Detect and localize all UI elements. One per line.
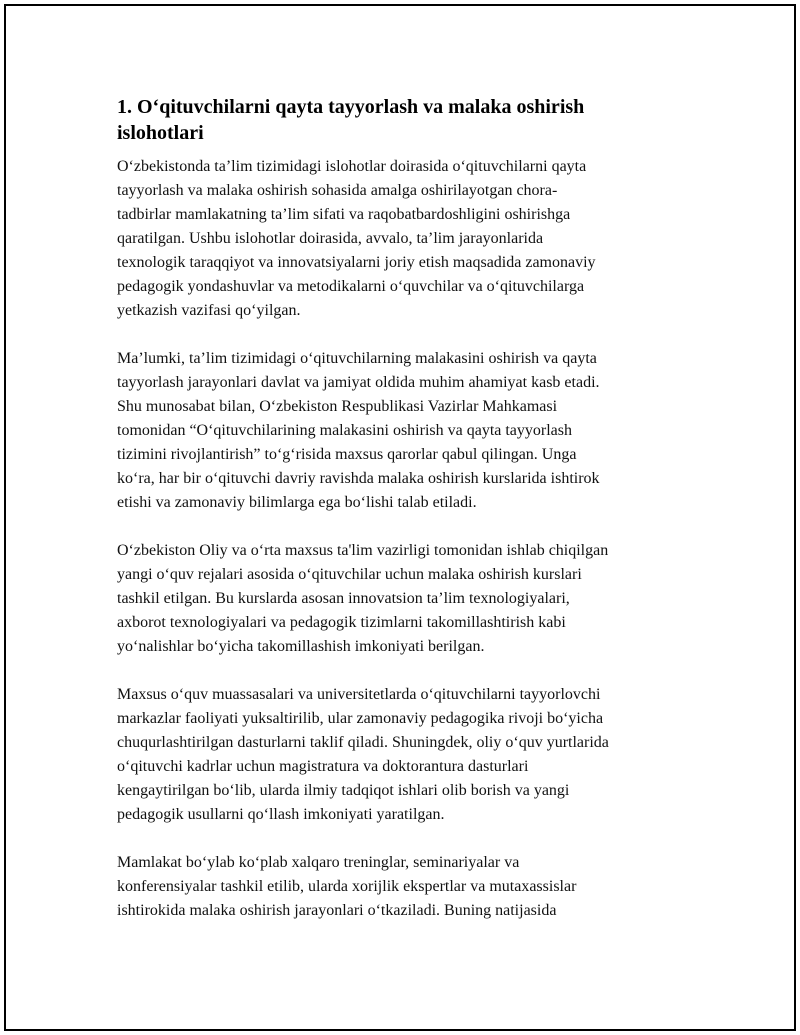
- text-line: O‘zbekiston Oliy va o‘rta maxsus ta'lim vazirligi tomonidan ishlab chiqilgan: [117, 542, 609, 559]
- text-line: tashkil etilgan. Bu kurslarda asosan innovatsion ta’lim texnologiyalari,: [117, 590, 570, 607]
- text-line: chuqurlashtirilgan dasturlarni taklif qiladi. Shuningdek, oliy o‘quv yurtlarida: [117, 734, 609, 751]
- text-line: kengaytirilgan bo‘lib, ularda ilmiy tadqiqot ishlari olib borish va yangi: [117, 782, 570, 799]
- text-line: qaratilgan. Ushbu islohotlar doirasida, avvalo, ta’lim jarayonlarida: [117, 230, 544, 247]
- text-line: Maxsus o‘quv muassasalari va universitetlarda o‘qituvchilarni tayyorlovchi: [117, 686, 601, 703]
- text-line: texnologik taraqqiyot va innovatsiyalarni joriy etish maqsadida zamonaviy: [117, 254, 596, 271]
- text-line: O‘zbekistonda ta’lim tizimidagi islohotlar doirasida o‘qituvchilarni qayta: [117, 158, 587, 175]
- document-body: [117, 94, 677, 947]
- section-heading: [117, 94, 677, 146]
- text-line: etishi va zamonaviy bilimlarga ega bo‘lishi talab etiladi.: [117, 494, 477, 511]
- text-line: tadbirlar mamlakatning ta’lim sifati va raqobatbardoshligini oshirishga: [117, 206, 571, 223]
- text-line: tomonidan “O‘qituvchilarining malakasini oshirish va qayta tayyorlash: [117, 422, 573, 439]
- text-line: o‘qituvchi kadrlar uchun magistratura va doktorantura dasturlari: [117, 758, 529, 775]
- paragraph-1: [117, 155, 677, 323]
- text-line: konferensiyalar tashkil etilib, ularda xorijlik ekspertlar va mutaxassislar: [117, 878, 577, 895]
- text-line: tayyorlash jarayonlari davlat va jamiyat oldida muhim ahamiyat kasb etadi.: [117, 374, 600, 391]
- paragraph-3: [117, 539, 677, 659]
- text-line: tizimini rivojlantirish” to‘g‘risida maxsus qarorlar qabul qilingan. Unga: [117, 446, 577, 463]
- text-line: ishtirokida malaka oshirish jarayonlari o‘tkaziladi. Buning natijasida: [117, 902, 557, 919]
- text-line: Ma’lumki, ta’lim tizimidagi o‘qituvchilarning malakasini oshirish va qayta: [117, 350, 597, 367]
- paragraph-5: [117, 851, 677, 923]
- text-line: pedagogik usullarni qo‘llash imkoniyati yaratilgan.: [117, 806, 445, 823]
- text-line: axborot texnologiyalari va pedagogik tizimlarni takomillashtirish kabi: [117, 614, 566, 631]
- paragraph-2: [117, 347, 677, 515]
- heading-line: 1. O‘qituvchilarni qayta tayyorlash va malaka oshirish: [117, 96, 585, 118]
- text-line: yo‘nalishlar bo‘yicha takomillashish imkoniyati berilgan.: [117, 638, 485, 655]
- text-line: Mamlakat bo‘ylab ko‘plab xalqaro treninglar, seminariyalar va: [117, 854, 520, 871]
- paragraph-4: [117, 683, 677, 827]
- text-line: markazlar faoliyati yuksaltirilib, ular zamonaviy pedagogika rivoji bo‘yicha: [117, 710, 604, 727]
- text-line: yetkazish vazifasi qo‘yilgan.: [117, 302, 301, 319]
- text-line: tayyorlash va malaka oshirish sohasida amalga oshirilayotgan chora-: [117, 182, 558, 199]
- text-line: pedagogik yondashuvlar va metodikalarni o‘quvchilar va o‘qituvchilarga: [117, 278, 585, 295]
- text-line: ko‘ra, har bir o‘qituvchi davriy ravishda malaka oshirish kurslarida ishtirok: [117, 470, 600, 487]
- text-line: yangi o‘quv rejalari asosida o‘qituvchilar uchun malaka oshirish kurslari: [117, 566, 582, 583]
- text-line: Shu munosabat bilan, O‘zbekiston Respublikasi Vazirlar Mahkamasi: [117, 398, 558, 415]
- heading-line: islohotlari: [117, 122, 204, 144]
